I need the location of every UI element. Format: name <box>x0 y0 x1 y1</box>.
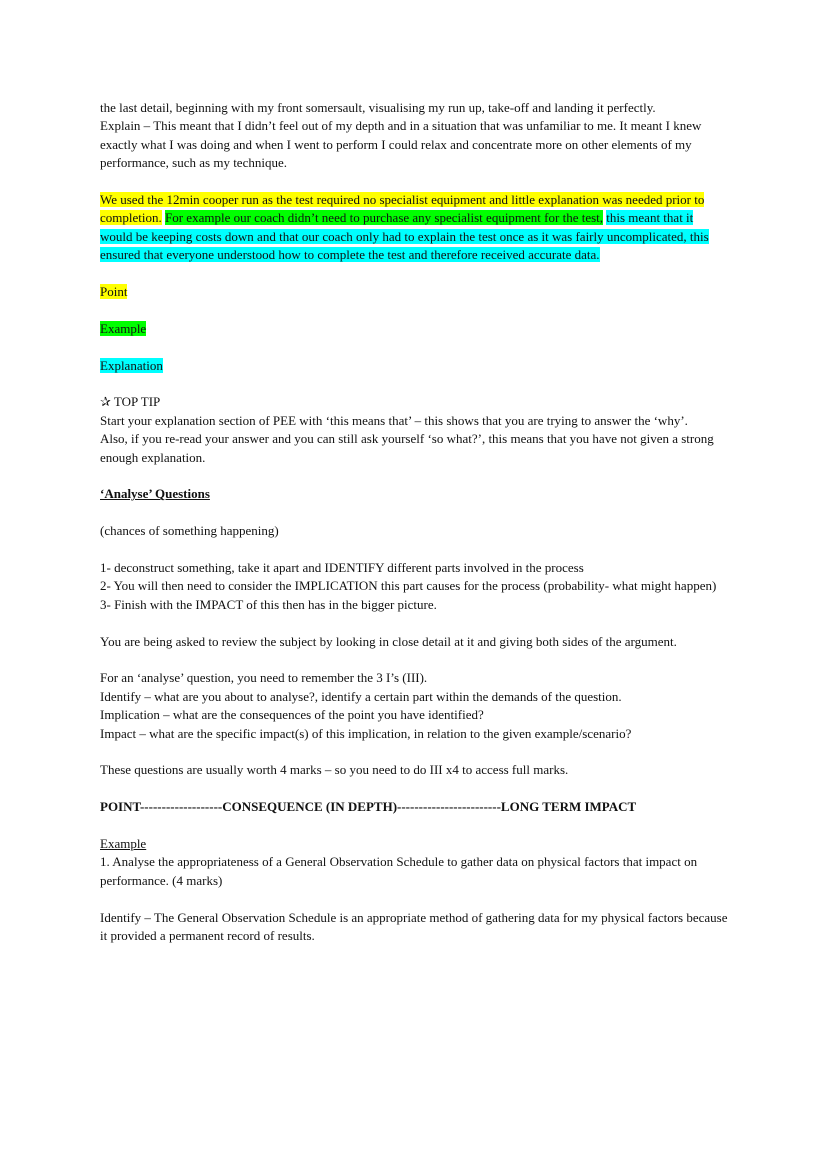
analyse-steps <box>100 559 728 614</box>
intro-explain: Explain – This meant that I didn’t feel out of my depth and in a situation that was unfamiliar to me. It meant I knew exactly what I was doing and when I went to perform I could relax and concentrate more on other elements of my performance, such as my technique. <box>100 118 702 171</box>
pee-example-paragraph <box>100 191 728 265</box>
top-tip-line: Also, if you re-read your answer and you can still ask yourself ‘so what?’, this means that you have not given a strong enough explanation. <box>100 431 714 465</box>
top-tip-line: Start your explanation section of PEE with ‘this means that’ – this shows that you are trying to answer the ‘why’. <box>100 412 688 428</box>
three-is-line: Identify – what are you about to analyse?, identify a certain part within the demands of the question. <box>100 688 622 704</box>
example-block <box>100 835 728 890</box>
star-outline-icon: ✰ <box>100 394 111 410</box>
marks-text: These questions are usually worth 4 marks – so you need to do III x4 to access full marks. <box>100 762 569 778</box>
step-item: 1- deconstruct something, take it apart and IDENTIFY different parts involved in the process <box>100 560 584 576</box>
top-tip <box>100 393 728 467</box>
example-question: 1. Analyse the appropriateness of a General Observation Schedule to gather data on physical factors that impact on performance. (4 marks) <box>100 854 698 888</box>
example-highlight: For example our coach didn’t need to purchase any specialist equipment for the test, <box>165 210 604 226</box>
identify-answer: Identify – The General Observation Schedule is an appropriate method of gathering data for my physical factors because it provided a permanent record of results. <box>100 909 728 944</box>
intro-paragraph <box>100 99 728 173</box>
analyse-subtitle: (chances of something happening) <box>100 523 279 539</box>
document-page <box>100 99 728 964</box>
explanation-highlight: this meant that it would be keeping costs down and that our coach only had to explain the test once as it was fairly uncomplicated, this ensured that everyone understood how to complete the test and therefore received accurate data. <box>100 210 709 263</box>
point-highlight: We used the 12min cooper run as the test required no specialist equipment and little explanation was needed prior to completion. <box>100 192 705 226</box>
example-heading: Example <box>100 836 147 852</box>
review-text: You are being asked to review the subject by looking in close detail at it and giving both sides of the argument. <box>100 633 677 649</box>
top-tip-title: TOP TIP <box>113 394 161 410</box>
intro-line: the last detail, beginning with my front somersault, visualising my run up, take-off and landing it perfectly. <box>100 100 656 115</box>
key-example: Example <box>100 320 147 336</box>
three-is-line: For an ‘analyse’ question, you need to remember the 3 I’s (III). <box>100 670 428 686</box>
step-item: 3- Finish with the IMPACT of this then has in the bigger picture. <box>100 596 437 612</box>
three-is-line: Impact – what are the specific impact(s) of this implication, in relation to the given example/scenario? <box>100 725 632 741</box>
step-item: 2- You will then need to consider the IMPLICATION this part causes for the process (probability- what might happen) <box>100 578 717 594</box>
analyse-heading: ‘Analyse’ Questions <box>100 486 210 502</box>
three-is-line: Implication – what are the consequences of the point you have identified? <box>100 707 484 723</box>
three-is <box>100 669 728 743</box>
key-explanation: Explanation <box>100 357 163 373</box>
flow-line: POINT-------------------CONSEQUENCE (IN DEPTH)------------------------LONG TERM IMPACT <box>100 799 637 815</box>
key-point: Point <box>100 284 128 300</box>
